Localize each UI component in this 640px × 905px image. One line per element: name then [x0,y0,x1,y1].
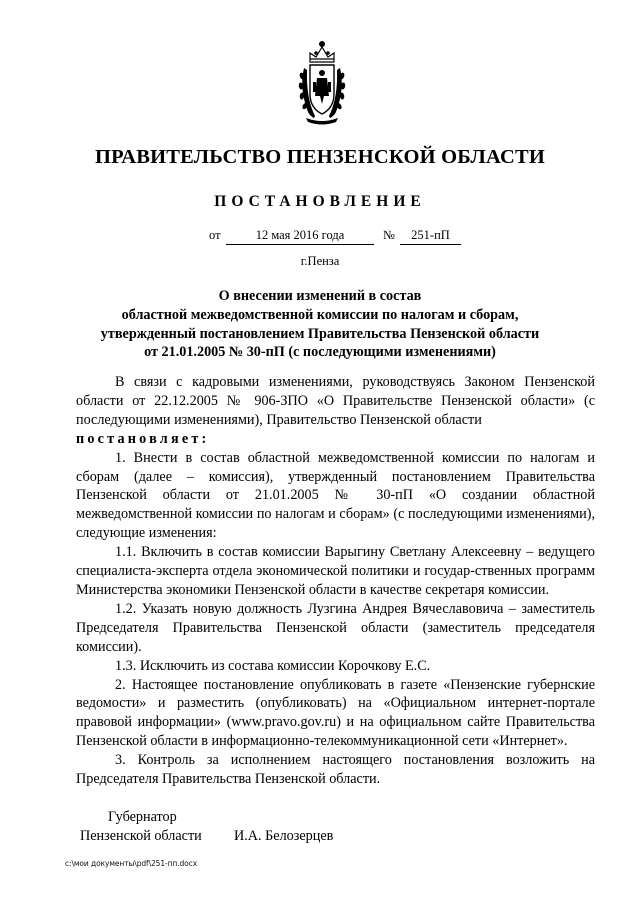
item-1-2: 1.2. Указать новую должность Лузгина Андрея Вячеславовича – заместитель Председателя Правительства Пензенской области (заместитель председателя комиссии). [76,600,595,655]
item-2: 2. Настоящее постановление опубликовать в газете «Пензенские губернские ведомости» и разместить (опубликовать) на «Официальном интернет-портале правовой информации» (www.pravo.gov.ru) и на официальном сайте Правительства Пензенской области в информационно-телекоммуникационной сети «Интернет». [76,676,595,750]
document-body [76,373,595,789]
item-1-1: 1.1. Включить в состав комиссии Варыгину Светлану Алексеевну – ведущего специалиста-эксперта отдела экономической политики и государ-ственных программ Министерства экономики Пензенской области в качестве секретаря комиссии. [76,544,595,598]
government-title: ПРАВИТЕЛЬСТВО ПЕНЗЕНСКОЙ ОБЛАСТИ [95,146,545,168]
signatory-title-line1: Губернатор [108,809,177,825]
resolves-word: постановляет: [76,430,210,447]
subject-line: областной межведомственной комиссии по налогам и сборам, [121,306,519,323]
document-type: ПОСТАНОВЛЕНИЕ [214,193,426,210]
number-prefix: № [383,228,395,242]
preamble-paragraph [76,373,595,430]
preamble-text: В связи с кадровыми изменениями, руководствуясь Законом Пензенской области от 22.12.2005 № 906-ЗПО «О Правительстве Пензенской области» (с последующими изменениями), Правительство Пензенской области [76,374,595,428]
item-1: 1. Внести в состав областной межведомственной комиссии по налогам и сборам (далее – комиссия), утвержденный постановлением Правительства Пензенской области от 21.01.2005 № 30-пП «О создании областной межведомственной комиссии по налогам и сборам» (с последующими изменениями), следующие изменения: [76,449,595,542]
document-number: 251-пП [400,228,461,245]
penza-coat-of-arms-icon [296,38,348,128]
city-name: г.Пенза [300,254,340,268]
item-3: 3. Контроль за исполнением настоящего постановления возложить на Председателя Правительства Пензенской области. [76,752,595,788]
item-1-3: 1.3. Исключить из состава комиссии Корочкову Е.С. [115,657,431,674]
signatory-name: И.А. Белозерцев [234,828,334,844]
document-subject [60,287,580,362]
date-prefix: от [209,228,221,242]
document-date: 12 мая 2016 года [226,228,374,245]
subject-line: О внесении изменений в состав [218,288,422,304]
resolves-paragraph [76,430,595,449]
file-path-footer: c:\мои документы\pdf\251-пп.docx [65,859,198,868]
subject-line: утвержденный постановлением Правительства Пензенской области [100,325,540,342]
signatory-title-line2: Пензенской области [80,828,202,844]
subject-line: от 21.01.2005 № 30-пП (с последующими изменениями) [144,344,496,361]
